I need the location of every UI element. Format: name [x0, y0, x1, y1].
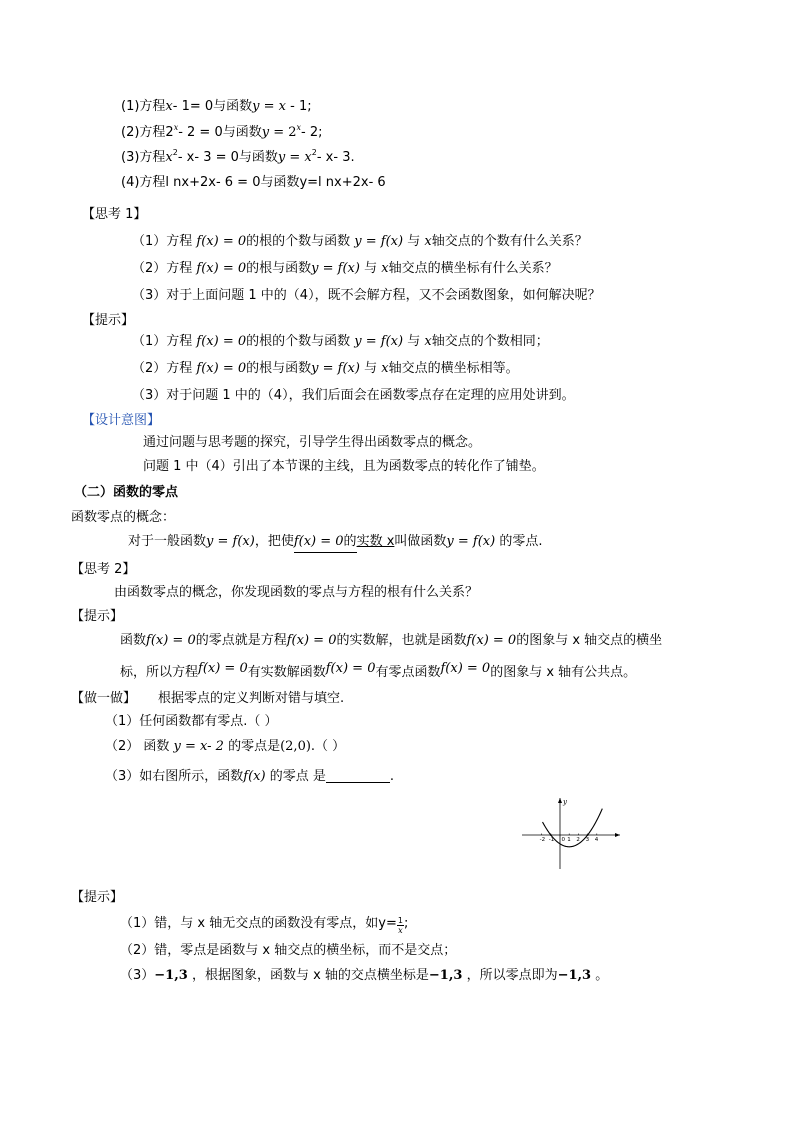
exercise-item-2: （2） 函数 y = x- 2 的零点是(2,0).（ ） — [105, 739, 346, 754]
design-title: 【设计意图】 — [82, 413, 161, 428]
hint3-title: 【提示】 — [71, 890, 124, 905]
y-axis — [558, 798, 562, 869]
think1-q3: （3）对于上面问题 1 中的（4），既不会解方程，又不会函数图象，如何解决呢？ — [132, 288, 601, 303]
exercise-item-3: （3）如右图所示，函数f(x) 的零点 是 . — [105, 769, 394, 784]
exercise-title: 【做一做】 根据零点的定义判断对错与填空. — [71, 691, 345, 706]
think1-title: 【思考 1】 — [82, 207, 147, 222]
root-point — [587, 834, 589, 836]
y-axis-label: y — [563, 798, 567, 806]
tick-label: 2 — [576, 837, 580, 843]
hint1-a3: （3）对于问题 1 中的（4），我们后面会在函数零点存在定理的应用处讲到。 — [132, 388, 575, 403]
hint3-a3: （3）−1,3 ，根据图象，函数与 x 轴的交点横坐标是−1,3 ，所以零点即为−1,3 。 — [120, 968, 609, 983]
hint3-a2: （2）错，零点是函数与 x 轴交点的横坐标，而不是交点； — [120, 943, 457, 958]
root-point — [550, 834, 552, 836]
hint2-line-2: 标，所以方程f(x) = 0有实数解函数f(x) = 0有零点函数f(x) = 0的图象与 x 轴有公共点。 — [120, 661, 637, 680]
fraction-1-over-x: $\frac{1}{x}$ — [397, 916, 403, 935]
equation-3: (3)方程$x^2-$ x- 3 = 0与函数$y = x^2-$ x- 3. — [121, 148, 355, 165]
hint2-line-1: 函数f(x) = 0的零点就是方程f(x) = 0的实数解，也就是函数f(x) = 0的图象与 x 轴交点的横坐 — [120, 633, 663, 648]
think2-question: 由函数零点的概念，你发现函数的零点与方程的根有什么关系？ — [114, 585, 479, 600]
parabola-graph — [522, 795, 622, 871]
exercise-item-1: （1）任何函数都有零点.（ ） — [105, 714, 278, 729]
zero-definition: 对于一般函数y = f(x)，把使f(x) = 0的实数 x叫做函数y = f(x) 的零点. — [128, 532, 542, 553]
concept-label: 函数零点的概念： — [71, 510, 176, 525]
definition-blank: f(x) = 0的 — [294, 532, 357, 553]
design-line-1: 通过问题与思考题的探究，引导学生得出函数零点的概念。 — [143, 435, 482, 450]
tick-label: 1 — [567, 837, 571, 843]
design-line-2: 问题 1 中（4）引出了本节课的主线，且为函数零点的转化作了铺垫。 — [143, 459, 545, 474]
tick-label: 0 — [561, 837, 565, 843]
tick-label: -1 — [548, 837, 555, 843]
hint3-a1: （1）错，与 x 轴无交点的函数没有零点，如y= $\frac{1}{x}$ ; — [120, 916, 409, 935]
tick-label: 4 — [594, 837, 599, 843]
equation-2: (2)方程2$^x$- 2 = 0与函数$y = 2^x-$ 2; — [121, 123, 323, 140]
hint1-title: 【提示】 — [82, 313, 135, 328]
tick-label: -2 — [539, 837, 546, 843]
think1-q1: （1）方程 f(x) = 0的根的个数与函数 y = f(x) 与 x轴交点的个数有什么关系？ — [132, 234, 588, 249]
hint2-title: 【提示】 — [71, 609, 124, 624]
hint1-a2: （2）方程 f(x) = 0的根与函数y = f(x) 与 x轴交点的横坐标相等。 — [132, 361, 519, 376]
equation-4: (4)方程l nx+2x- 6 = 0与函数y=l nx+2x- 6 — [121, 175, 386, 190]
tick-label: 3 — [585, 837, 590, 843]
x-axis — [522, 833, 620, 837]
think1-q2: （2）方程 f(x) = 0的根与函数y = f(x) 与 x轴交点的横坐标有什么关系？ — [132, 261, 558, 276]
hint1-a1: （1）方程 f(x) = 0的根的个数与函数 y = f(x) 与 x轴交点的个数相同； — [132, 334, 549, 349]
answer-blank[interactable] — [326, 768, 390, 783]
equation-1: (1)方程x- 1= 0与函数y = x - 1; — [121, 99, 312, 114]
think2-title: 【思考 2】 — [71, 562, 136, 577]
section-title: （二）函数的零点 — [74, 485, 179, 500]
